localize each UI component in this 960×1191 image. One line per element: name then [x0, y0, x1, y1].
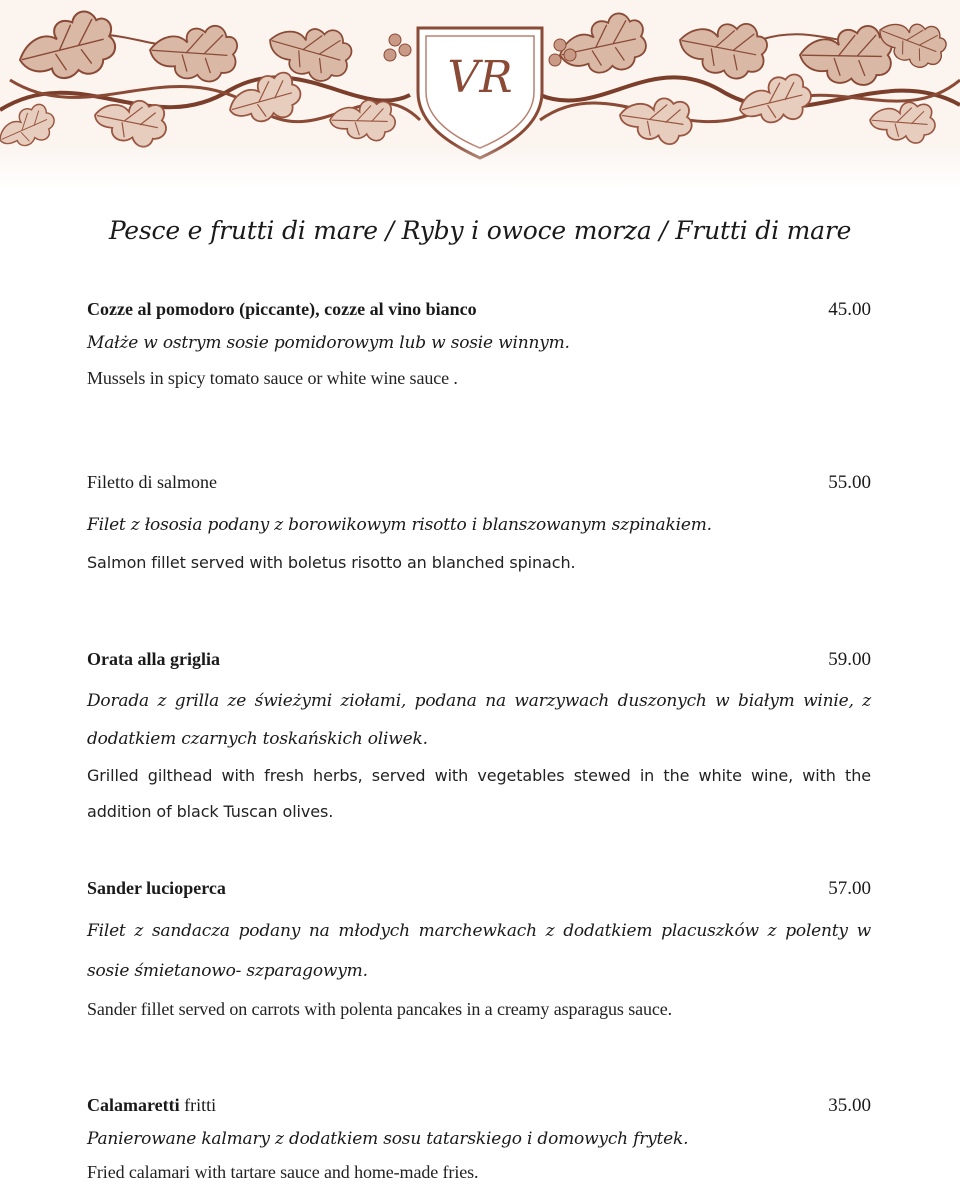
dish-name: Orata alla griglia: [87, 649, 220, 669]
dish-price: 59.00: [828, 649, 871, 670]
dish-description-pl: Dorada z grilla ze świeżymi ziołami, podana na warzywach duszonych w białym winie, z dodatkiem czarnych toskańskich oliwek.: [87, 691, 871, 749]
dish-price: 55.00: [828, 472, 871, 493]
menu-item: [87, 877, 871, 1027]
dish-description-en: Fried calamari with tartare sauce and home-made fries.: [87, 1162, 479, 1182]
header-banner: [0, 0, 960, 190]
logo-monogram: VR: [447, 52, 513, 103]
dish-description-pl: Filet z sandacza podany na młodych marchewkach z dodatkiem placuszków z polenty w sosie śmietanowo- szparagowym.: [87, 921, 871, 981]
dish-name: [87, 1094, 216, 1116]
dish-description-en: Salmon fillet served with boletus risotto an blanched spinach.: [87, 553, 576, 572]
menu-item: [87, 298, 871, 396]
dish-description-en: Mussels in spicy tomato sauce or white wine sauce .: [87, 368, 458, 388]
menu-item: [87, 471, 871, 581]
menu-item: [87, 648, 871, 830]
dish-name-bold: Calamaretti: [87, 1095, 180, 1115]
dish-name-plain: fritti: [184, 1095, 217, 1115]
dish-name: Cozze al pomodoro (piccante), cozze al vino bianco: [87, 299, 477, 319]
menu-item: [87, 1094, 871, 1190]
dish-name: Sander lucioperca: [87, 878, 226, 898]
dish-name: Filetto di salmone: [87, 472, 217, 492]
dish-price: 35.00: [828, 1095, 871, 1116]
dish-description-pl: Panierowane kalmary z dodatkiem sosu tatarskiego i domowych frytek.: [87, 1129, 689, 1149]
dish-description-pl: Filet z łososia podany z borowikowym risotto i blanszowanym szpinakiem.: [87, 515, 712, 535]
dish-description-pl: Małże w ostrym sosie pomidorowym lub w sosie winnym.: [87, 333, 570, 353]
section-title: Pesce e frutti di mare / Ryby i owoce morza / Frutti di mare: [108, 216, 852, 245]
dish-description-en: Sander fillet served on carrots with polenta pancakes in a creamy asparagus sauce.: [87, 999, 673, 1019]
dish-price: 45.00: [828, 299, 871, 320]
dish-description-en: Grilled gilthead with fresh herbs, served with vegetables stewed in the white wine, with the addition of black Tuscan olives.: [87, 766, 871, 821]
dish-price: 57.00: [828, 878, 871, 899]
